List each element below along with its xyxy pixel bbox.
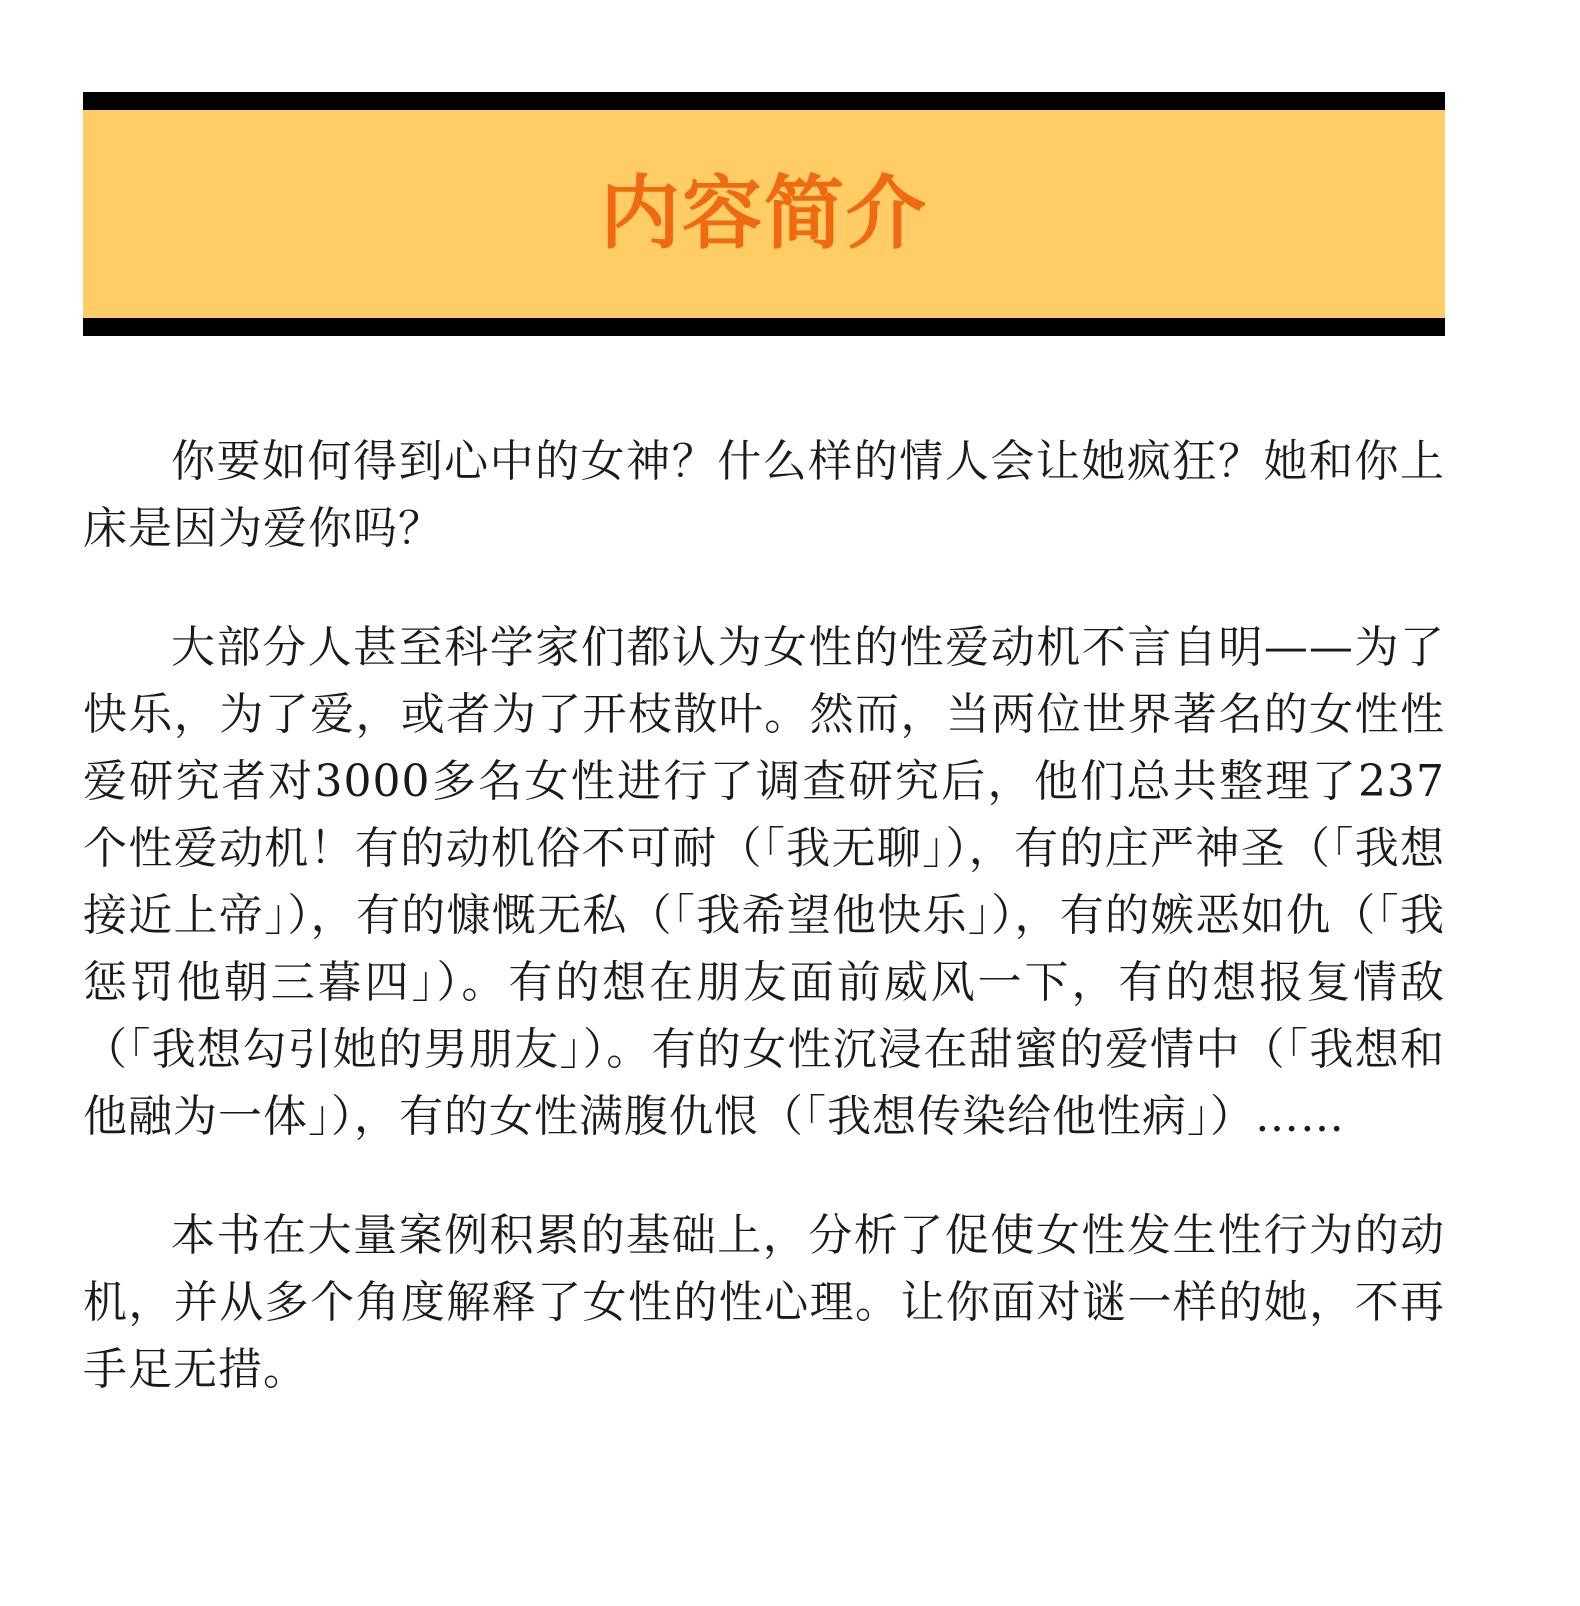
title-banner — [83, 92, 1445, 336]
paragraph-motives: 大部分人甚至科学家们都认为女性的性爱动机不言自明——为了快乐，为了爱，或者为了开枝散叶。然而，当两位世界著名的女性性爱研究者对3000多名女性进行了调查研究后，他们总共整理了237个性爱动机！有的动机俗不可耐（「我无聊」），有的庄严神圣（「我想接近上帝」），有的慷慨无私（「我希望他快乐」），有的嫉恶如仇（「我惩罚他朝三暮四」）。有的想在朋友面前威风一下，有的想报复情敌（「我想勾引她的男朋友」）。有的女性沉浸在甜蜜的爱情中（「我想和他融为一体」），有的女性满腹仇恨（「我想传染给他性病」）…… — [83, 622, 1445, 1142]
body-text — [83, 428, 1445, 1455]
paragraph-intro-questions: 你要如何得到心中的女神？什么样的情人会让她疯狂？她和你上床是因为爱你吗？ — [83, 436, 1445, 554]
page-title: 内容简介 — [600, 167, 928, 260]
paragraph-book-summary: 本书在大量案例积累的基础上，分析了促使女性发生性行为的动机，并从多个角度解释了女性的性心理。让你面对谜一样的她，不再手足无措。 — [83, 1210, 1445, 1395]
